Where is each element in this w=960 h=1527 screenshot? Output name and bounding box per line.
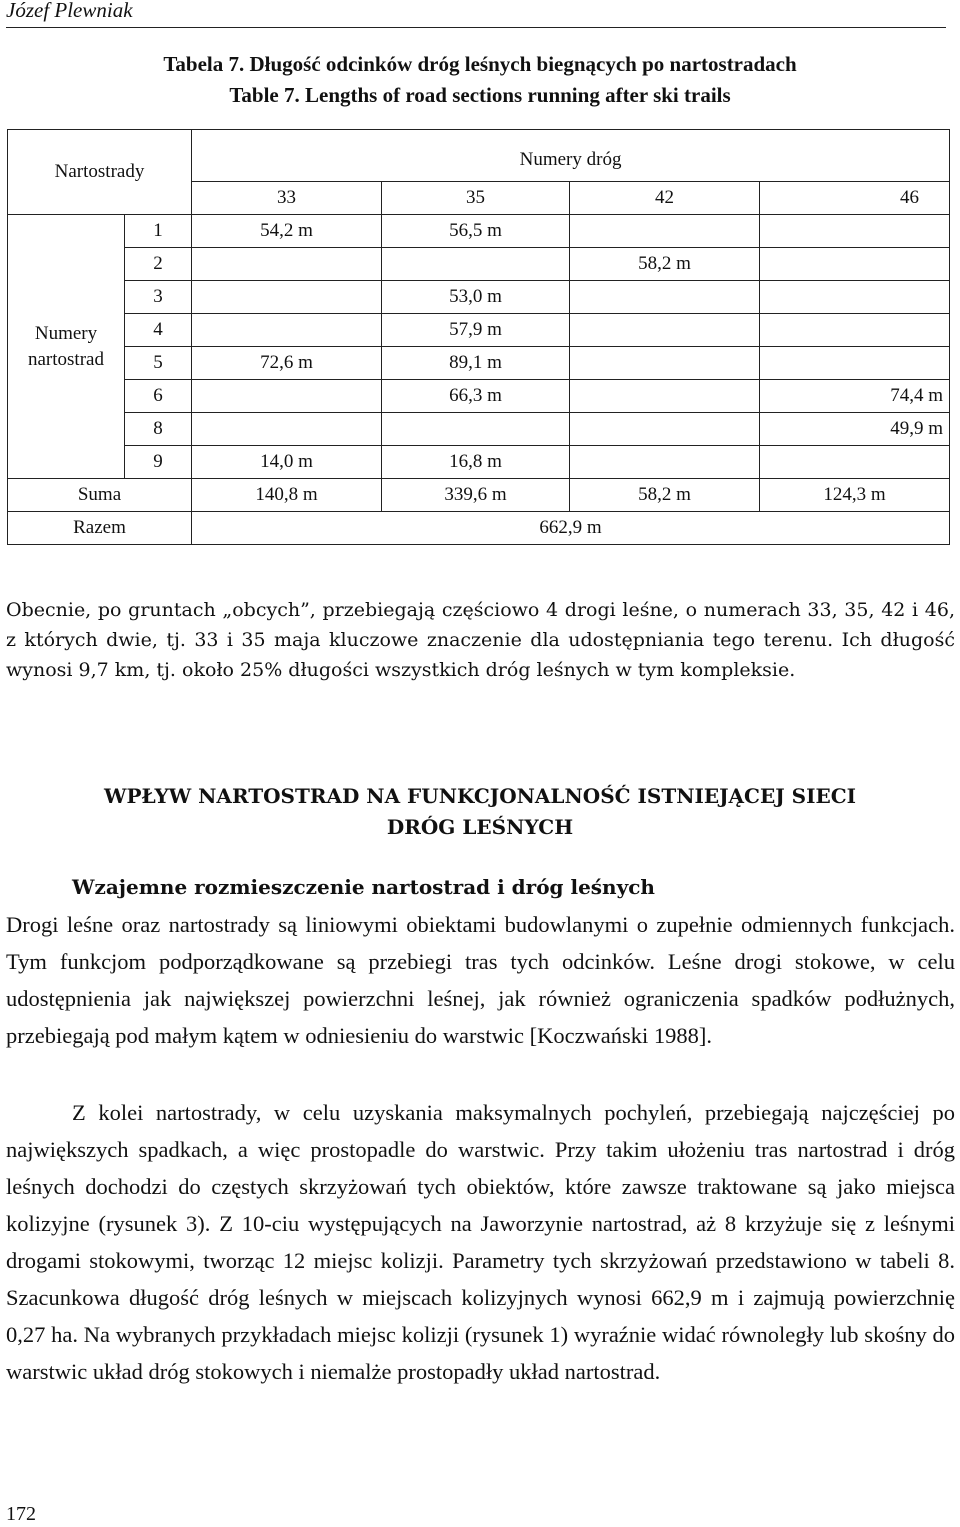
total-cell: 662,9 m [192, 512, 950, 545]
row-group-header [8, 215, 125, 479]
sum-cell: 339,6 m [382, 479, 570, 512]
table-row [8, 347, 950, 380]
table-cell: 16,8 m [382, 446, 570, 479]
total-row [8, 512, 950, 545]
table-cell: 58,2 m [570, 248, 760, 281]
table-cell [760, 281, 950, 314]
table-cell: 49,9 m [760, 413, 950, 446]
trail-number: 2 [125, 248, 192, 281]
table-row [8, 380, 950, 413]
table-cell [570, 314, 760, 347]
road-lengths-table [7, 129, 950, 545]
sum-cell: 140,8 m [192, 479, 382, 512]
table-cell [760, 314, 950, 347]
sum-cell: 124,3 m [760, 479, 950, 512]
sum-label: Suma [8, 479, 192, 512]
table-cell [570, 347, 760, 380]
row-group-label-line1: Numery [34, 322, 98, 344]
section-title-line2: DRÓG LEŚNYCH [386, 815, 574, 839]
table-cell [570, 281, 760, 314]
total-label: Razem [8, 512, 192, 545]
table-cell [570, 446, 760, 479]
trail-number: 9 [125, 446, 192, 479]
table-caption-en [0, 80, 960, 110]
table-cell [192, 314, 382, 347]
table-cell: 72,6 m [192, 347, 382, 380]
road-number-header: 42 [570, 182, 760, 215]
table-cell [192, 380, 382, 413]
trail-number: 5 [125, 347, 192, 380]
road-number-header: 33 [192, 182, 382, 215]
table-cell [192, 248, 382, 281]
table-row [8, 413, 950, 446]
road-number-header: 35 [382, 182, 570, 215]
table-row [8, 314, 950, 347]
table-cell [760, 248, 950, 281]
table-cell [570, 413, 760, 446]
body-paragraph-2-text: Z kolei nartostrady, w celu uzyskania maksymalnych pochyleń, przebiegają najczęściej po największych spadkach, a więc prostopadle do warstwic. Przy takim ułożeniu tras nartostrad i dróg leśnych dochodzi do częstych skrzyżowań tych obiektów, które zawsze traktowane są jako miejsca kolizyjne (rysunek 3). Z 10-ciu występujących na Jaworzynie nartostrad, aż 8 krzyżuje się z leśnymi drogami stokowymi, tworząc 12 miejsc kolizji. Parametry tych skrzyżowań przedstawiono w tabeli 8. Szacunkowa długość dróg leśnych w miejscach kolizyjnych wynosi 662,9 m i zajmują powierzchnię 0,27 ha. Na wybranych przykładach miejsc kolizji (rysunek 1) wyraźnie widać równoległy lub skośny do warstwic układ dróg stokowych i niemalże prostopadły układ nartostrad. [6, 1100, 955, 1384]
running-header-author: Józef Plewniak [6, 0, 133, 22]
body-paragraph-1: Drogi leśne oraz nartostrady są liniowymi obiektami budowlanymi o zupełnie odmiennych funkcjach. Tym funkcjom podporządkowane są przebiegi tras tych odcinków. Leśne drogi stokowe, w celu udostępnienia jak największej powierzchni leśnej, jak również ograniczenia spadków podłużnych, przebiegają pod małym kątem w odniesieniu do warstwic [Koczwański 1988]. [6, 912, 955, 1048]
table-row [8, 281, 950, 314]
table-row [8, 215, 950, 248]
table-cell [382, 248, 570, 281]
trail-number: 8 [125, 413, 192, 446]
trail-number: 6 [125, 380, 192, 413]
trail-number: 3 [125, 281, 192, 314]
row-group-label-line2: nartostrad [28, 348, 104, 370]
table-caption-pl [0, 49, 960, 79]
trail-number: 4 [125, 314, 192, 347]
table-caption-pl-text: Tabela 7. Długość odcinków dróg leśnych biegnących po nartostradach [163, 52, 797, 76]
body-paragraph-2 [6, 1094, 955, 1390]
sum-row [8, 479, 950, 512]
road-number-header: 46 [760, 182, 950, 215]
table-row [8, 248, 950, 281]
road-numbers-header: Numery dróg [192, 130, 950, 182]
table-row [8, 446, 950, 479]
table-caption-en-text: Table 7. Lengths of road sections running after ski trails [229, 83, 731, 107]
trail-number: 1 [125, 215, 192, 248]
paragraph-after-table: Obecnie, po gruntach „obcych”, przebiegają częściowo 4 drogi leśne, o numerach 33, 35, 42 i 46, z których dwie, tj. 33 i 35 maja kluczowe znaczenie dla udostępniania tego terenu. Ich długość wynosi 9,7 km, tj. około 25% długości wszystkich dróg leśnych w tym kompleksie. [6, 599, 955, 681]
table-cell [192, 281, 382, 314]
table-cell: 74,4 m [760, 380, 950, 413]
table-cell [570, 215, 760, 248]
table-cell: 53,0 m [382, 281, 570, 314]
table-cell: 66,3 m [382, 380, 570, 413]
table-cell: 57,9 m [382, 314, 570, 347]
table-cell [192, 413, 382, 446]
table-cell [760, 347, 950, 380]
sum-cell: 58,2 m [570, 479, 760, 512]
table-cell [760, 215, 950, 248]
section-title-line1: WPŁYW NARTOSTRAD NA FUNKCJONALNOŚĆ ISTNIEJĄCEJ SIECI [104, 784, 856, 808]
table-cell [760, 446, 950, 479]
table-cell: 89,1 m [382, 347, 570, 380]
corner-header: Nartostrady [8, 130, 192, 215]
subsection-heading: Wzajemne rozmieszczenie nartostrad i dróg leśnych [72, 875, 655, 899]
header-rule [6, 27, 946, 28]
table-cell: 14,0 m [192, 446, 382, 479]
page-number: 172 [6, 1503, 36, 1525]
table-cell: 56,5 m [382, 215, 570, 248]
table-cell [570, 380, 760, 413]
table-cell [382, 413, 570, 446]
table-cell: 54,2 m [192, 215, 382, 248]
